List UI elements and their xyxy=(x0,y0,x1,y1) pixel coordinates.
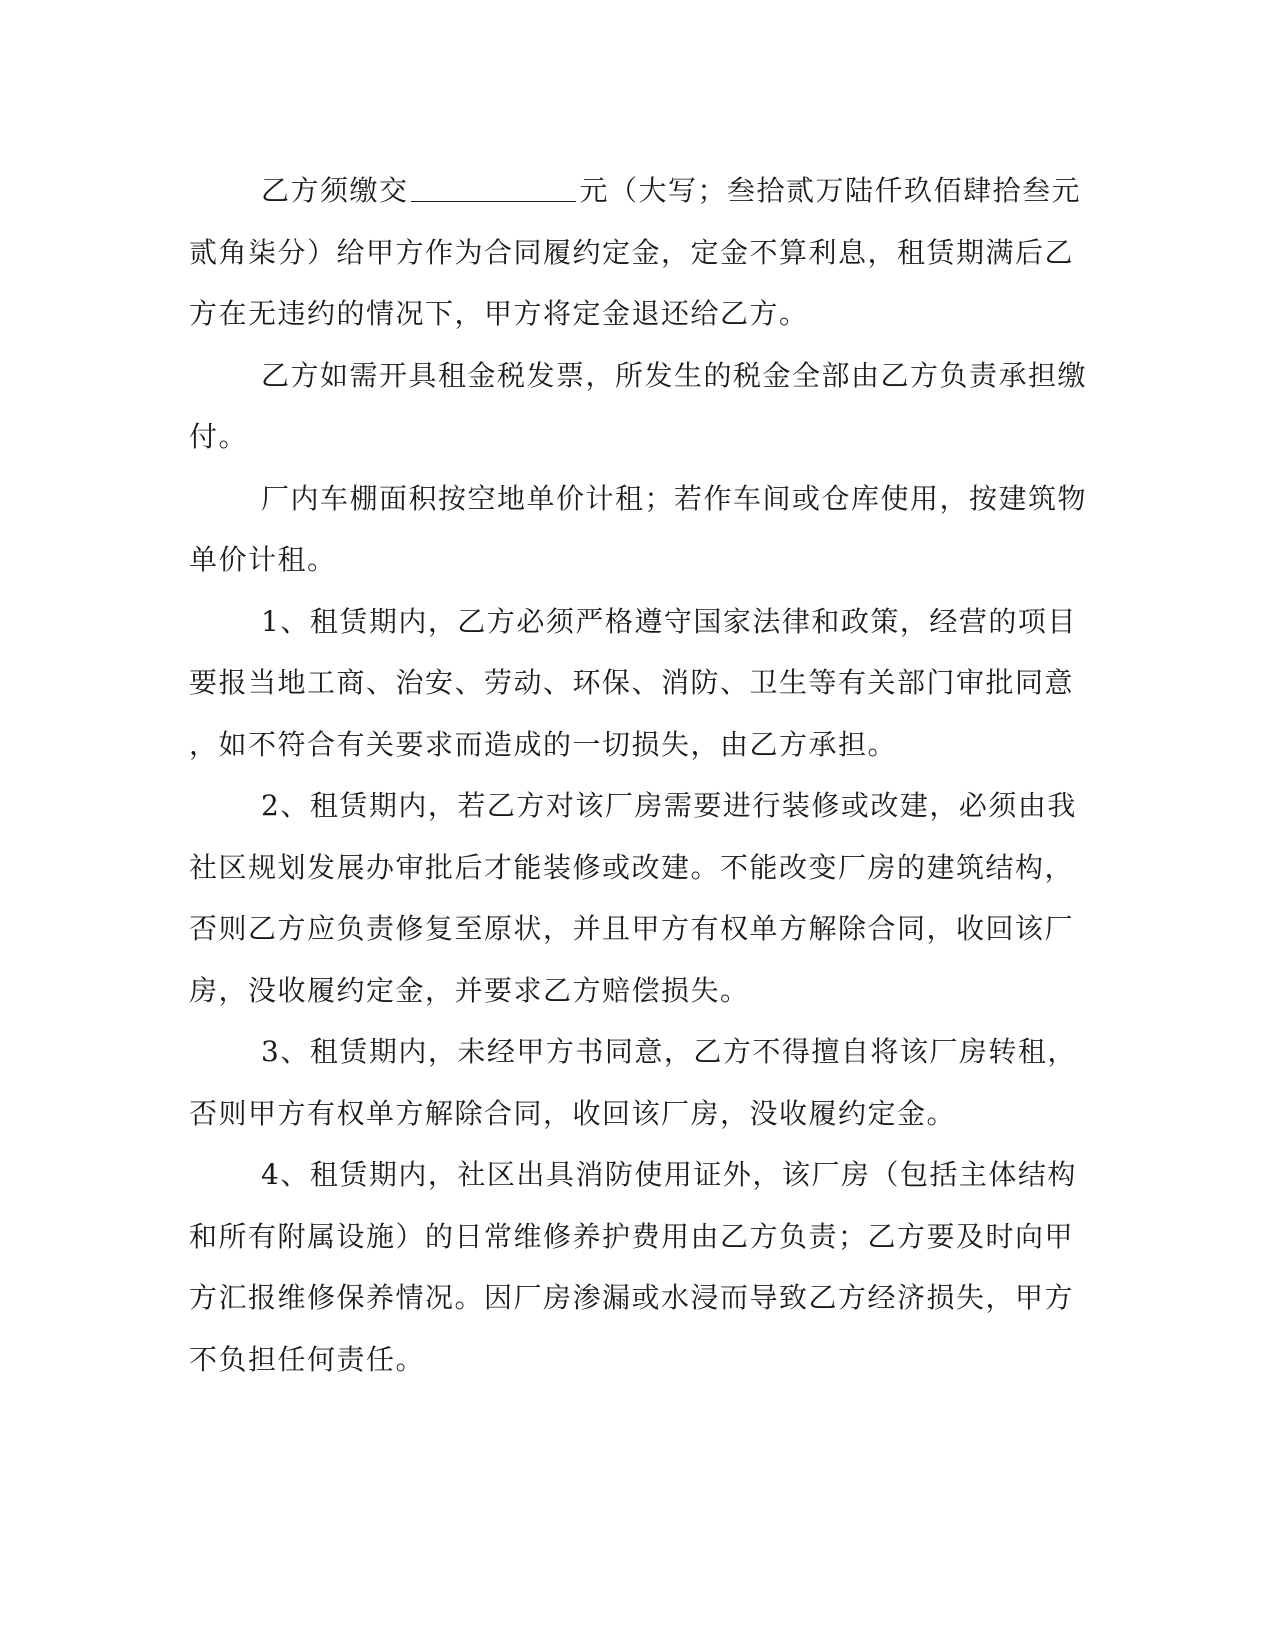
paragraph-line: 不负担任何责任。 xyxy=(189,1342,426,1376)
paragraph-line: 单价计租。 xyxy=(189,543,337,576)
paragraph-line: 4、租赁期内，社区出具消防使用证外，该厂房（包括主体结构 xyxy=(261,1158,1077,1191)
paragraph-line: 否则甲方有权单方解除合同，收回该厂房，没收履约定金。 xyxy=(189,1096,957,1130)
paragraph-line: 2、租赁期内，若乙方对该厂房需要进行装修或改建，必须由我 xyxy=(261,789,1077,822)
paragraph-line: 要报当地工商、治安、劳动、环保、消防、卫生等有关部门审批同意 xyxy=(189,666,1075,699)
paragraph-line: 方汇报维修保养情况。因厂房渗漏或水浸而导致乙方经济损失，甲方 xyxy=(189,1281,1075,1314)
paragraph-item-3 xyxy=(189,1021,1075,1144)
paragraph-carshed xyxy=(189,468,1088,591)
paragraph-line: 1、租赁期内，乙方必须严格遵守国家法律和政策，经营的项目 xyxy=(261,604,1077,638)
paragraph-line: 贰角柒分）给甲方作为合同履约定金，定金不算利息，租赁期满后乙 xyxy=(189,235,1075,269)
paragraph-line: 付。 xyxy=(189,420,249,453)
document-body xyxy=(189,160,1088,1390)
paragraph-item-2 xyxy=(189,775,1075,1021)
paragraph-tax xyxy=(189,345,1088,468)
paragraph-line: ，如不符合有关要求而造成的一切损失，由乙方承担。 xyxy=(189,727,898,761)
paragraph-line: 厂内车棚面积按空地单价计租；若作车间或仓库使用，按建筑物 xyxy=(261,481,1088,515)
paragraph-line xyxy=(189,160,1082,222)
deposit-text-after: 元（大写；叁拾贰万陆仟玖佰肆拾叁元 xyxy=(579,174,1082,207)
paragraph-item-1 xyxy=(189,591,1075,776)
paragraph-line: 方在无违约的情况下，甲方将定金退还给乙方。 xyxy=(189,297,809,330)
paragraph-line: 乙方如需开具租金税发票，所发生的税金全部由乙方负责承担缴 xyxy=(261,358,1088,392)
paragraph-line: 3、租赁期内，未经甲方书同意，乙方不得擅自将该厂房转租， xyxy=(261,1035,1077,1068)
paragraph-deposit xyxy=(189,160,1082,345)
paragraph-line: 否则乙方应负责修复至原状，并且甲方有权单方解除合同，收回该厂 xyxy=(189,912,1075,945)
paragraph-line: 社区规划发展办审批后才能装修或改建。不能改变厂房的建筑结构， xyxy=(189,850,1075,884)
deposit-text-before: 乙方须缴交 xyxy=(261,174,409,207)
paragraph-item-4 xyxy=(189,1144,1075,1390)
paragraph-line: 房，没收履约定金，并要求乙方赔偿损失。 xyxy=(189,973,750,1007)
deposit-amount-blank xyxy=(411,171,576,202)
paragraph-line: 和所有附属设施）的日常维修养护费用由乙方负责；乙方要及时向甲 xyxy=(189,1219,1075,1253)
